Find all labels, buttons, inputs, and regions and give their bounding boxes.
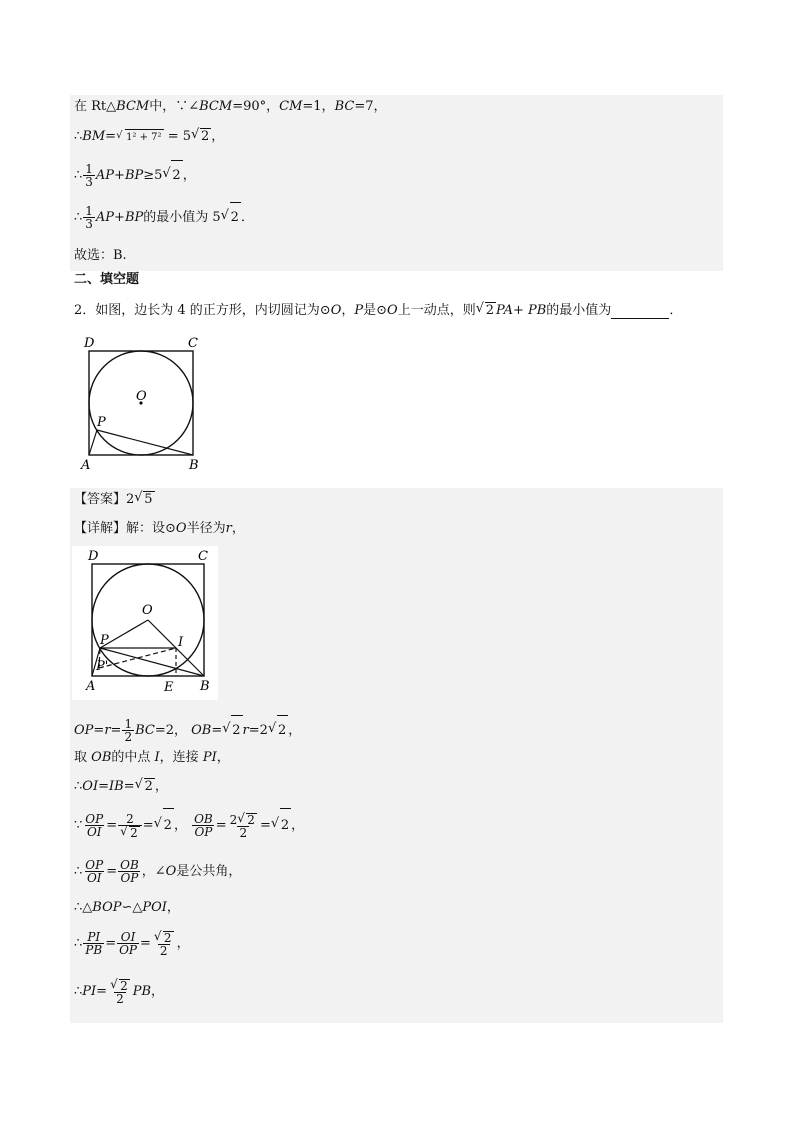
answer-line: 【答案】2√ 5 <box>74 491 155 508</box>
label-o: O <box>136 389 147 404</box>
fraction-one-third: $\frac{1}{3}$ <box>85 162 93 189</box>
label-c: C <box>198 549 208 564</box>
solution-line-5: 故选：B. <box>74 248 127 263</box>
label-a: A <box>86 679 96 694</box>
label-o: O <box>142 603 153 618</box>
segment-pb <box>97 430 193 455</box>
step-7: ∴ $\frac{PI}{PB}$ = $\frac{OI}{OP}$ = √ $\frac{2}{2}$ ， <box>74 926 190 962</box>
solution-line-3: ∴ $\frac{1}{3}$ AP+BP≥5√ 2 ， <box>74 160 196 191</box>
fraction-half: $\frac{1}{2}$ <box>124 717 133 744</box>
step-1: OP=r= $\frac{1}{2}$ BC=2， OB=√ 2 r=2√ 2 ， <box>74 715 301 746</box>
label-p: P <box>97 415 106 430</box>
step-5: ∴ $\frac{OP}{OI}$ = $\frac{OB}{OP}$ ，∠O是公共角， <box>74 858 242 885</box>
label-e: E <box>164 680 174 695</box>
label-d: D <box>88 549 99 564</box>
section-heading: 二、填空题 <box>74 272 140 287</box>
label-b: B <box>200 679 210 694</box>
answer-blank <box>611 306 669 319</box>
step-3: ∴OI=IB=√ 2 ， <box>74 778 168 795</box>
label-d: D <box>84 336 95 351</box>
label-i: I <box>178 635 184 650</box>
step-2: 取 OB的中点 I，连接 PI， <box>74 750 230 765</box>
figure-square-incircle <box>78 334 208 474</box>
detail-line: 【详解】解：设⊙O半径为r， <box>74 521 245 536</box>
step-4: ∵ $\frac{OP}{OI}$ = 2 √ 2 =√ 2 ， $\frac{OB}{OP}$ = $\frac{2√ 2}{2}$ =√ 2 ， <box>74 808 304 843</box>
segment-pa <box>89 430 97 455</box>
step-8: ∴PI= √ $\frac{2}{2}$ PB， <box>74 974 164 1010</box>
solution-line-1: 在 Rt△BCM中，∵∠BCM=90°，CM=1，BC=7， <box>74 99 387 114</box>
label-p-prime: P' <box>96 659 109 674</box>
label-p: P <box>100 633 109 648</box>
segment-pb <box>100 648 204 676</box>
step-6: ∴△BOP∽△POI， <box>74 900 180 915</box>
solution-line-4: ∴ $\frac{1}{3}$ AP+BP的最小值为 5√ 2 ． <box>74 202 254 233</box>
figure-solution-construction <box>72 546 218 700</box>
label-b: B <box>189 458 199 473</box>
question-text: 2．如图，边长为 4 的正方形，内切圆记为⊙O，P是⊙O上一动点，则√ 2 PA+ PB的最小值为 ． <box>74 302 682 319</box>
label-c: C <box>188 336 198 351</box>
fraction-one-third: $\frac{1}{3}$ <box>85 204 93 231</box>
solution-line-2: ∴BM=√ 1² + 7² = 5√ 2 ， <box>74 128 224 146</box>
label-a: A <box>81 458 91 473</box>
